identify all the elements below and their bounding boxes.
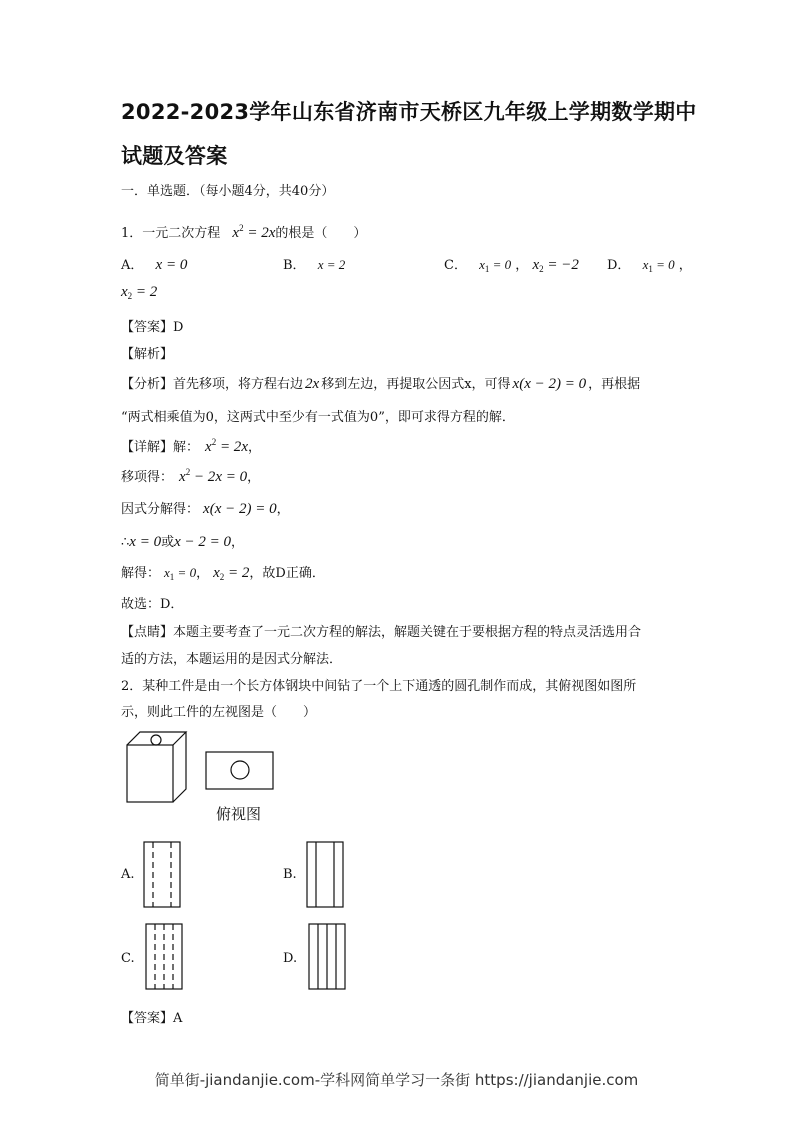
q2-option-b-label: B.: [283, 867, 297, 882]
section-heading: 一．单选题．（每小题4分，共40分）: [121, 184, 335, 199]
q2-option-d-figure: [308, 923, 346, 991]
q1-stem-prefix: 1．一元二次方程: [121, 226, 221, 241]
q1-analysis-head: 【解析】: [121, 347, 174, 362]
q1-analysis-p1: 【分析】首先移项，将方程右边 2x 移到左边，再提取公因式x，可得 x(x − 2) = 0 ，再根据: [121, 376, 641, 392]
q1-step1: 移项得： $x^2 - 2x = 0$，: [121, 467, 261, 485]
q1-detail: 【详解】解： $x^2 = 2x$，: [121, 437, 261, 455]
q1-option-b: B． x = 2: [283, 257, 346, 273]
q1-comment-p2: 适的方法，本题运用的是因式分解法．: [121, 652, 343, 667]
q2-stem-p1: 2．某种工件是由一个长方体钢块中间钻了一个上下通透的圆孔制作而成，其俯视图如图所: [121, 679, 637, 694]
q1-stem-suffix: 的根是（ ）: [275, 226, 367, 241]
page-footer: 简单街-jiandanjie.com-学科网简单学习一条街 https://jiandanjie.com: [154, 1071, 639, 1089]
q2-box-figure: [126, 731, 188, 803]
q1-option-a: A． x = 0: [121, 257, 188, 273]
q1-analysis-p2: “两式相乘值为0，这两式中至少有一式值为0”，即可求得方程的解．: [121, 410, 515, 425]
q1-stem: [121, 222, 366, 242]
q1-option-d-cont: $x_2 = 2$: [121, 284, 158, 301]
q1-comment-p1: 【点睛】本题主要考查了一元二次方程的解法，解题关键在于要根据方程的特点灵活选用合: [121, 625, 642, 640]
q1-step3: ∴x = 0或x − 2 = 0，: [121, 534, 245, 550]
q1-option-c: C． $x_1 = 0$ ， $x_2 = -2$: [444, 257, 579, 274]
page-title-line2: 试题及答案: [121, 144, 228, 168]
page-title-line1: 2022-2023学年山东省济南市天桥区九年级上学期数学期中: [121, 100, 697, 124]
q2-stem-p2: 示，则此工件的左视图是（ ）: [121, 705, 317, 720]
q1-option-d: D． $x_1 = 0$ ，: [607, 257, 692, 274]
q2-figure-caption: 俯视图: [216, 805, 262, 823]
q1-step2: 因式分解得： x(x − 2) = 0，: [121, 501, 290, 517]
q1-choose: 故选：D．: [121, 597, 184, 612]
q2-option-c-label: C.: [121, 951, 135, 966]
q2-option-c-figure: [145, 923, 183, 991]
q1-step4: 解得： $x_1 = 0$， $x_2 = 2$，故D正确．: [121, 565, 325, 582]
q2-top-view-figure: [205, 751, 275, 791]
q2-option-b-figure: [306, 841, 344, 909]
q2-option-a-label: A.: [121, 867, 135, 882]
q1-equation: $x^2 = 2x$: [232, 223, 276, 241]
q2-option-a-figure: [143, 841, 181, 909]
q2-option-d-label: D.: [283, 951, 298, 966]
q2-answer: 【答案】A: [121, 1011, 183, 1026]
q1-answer: 【答案】D: [121, 320, 184, 335]
